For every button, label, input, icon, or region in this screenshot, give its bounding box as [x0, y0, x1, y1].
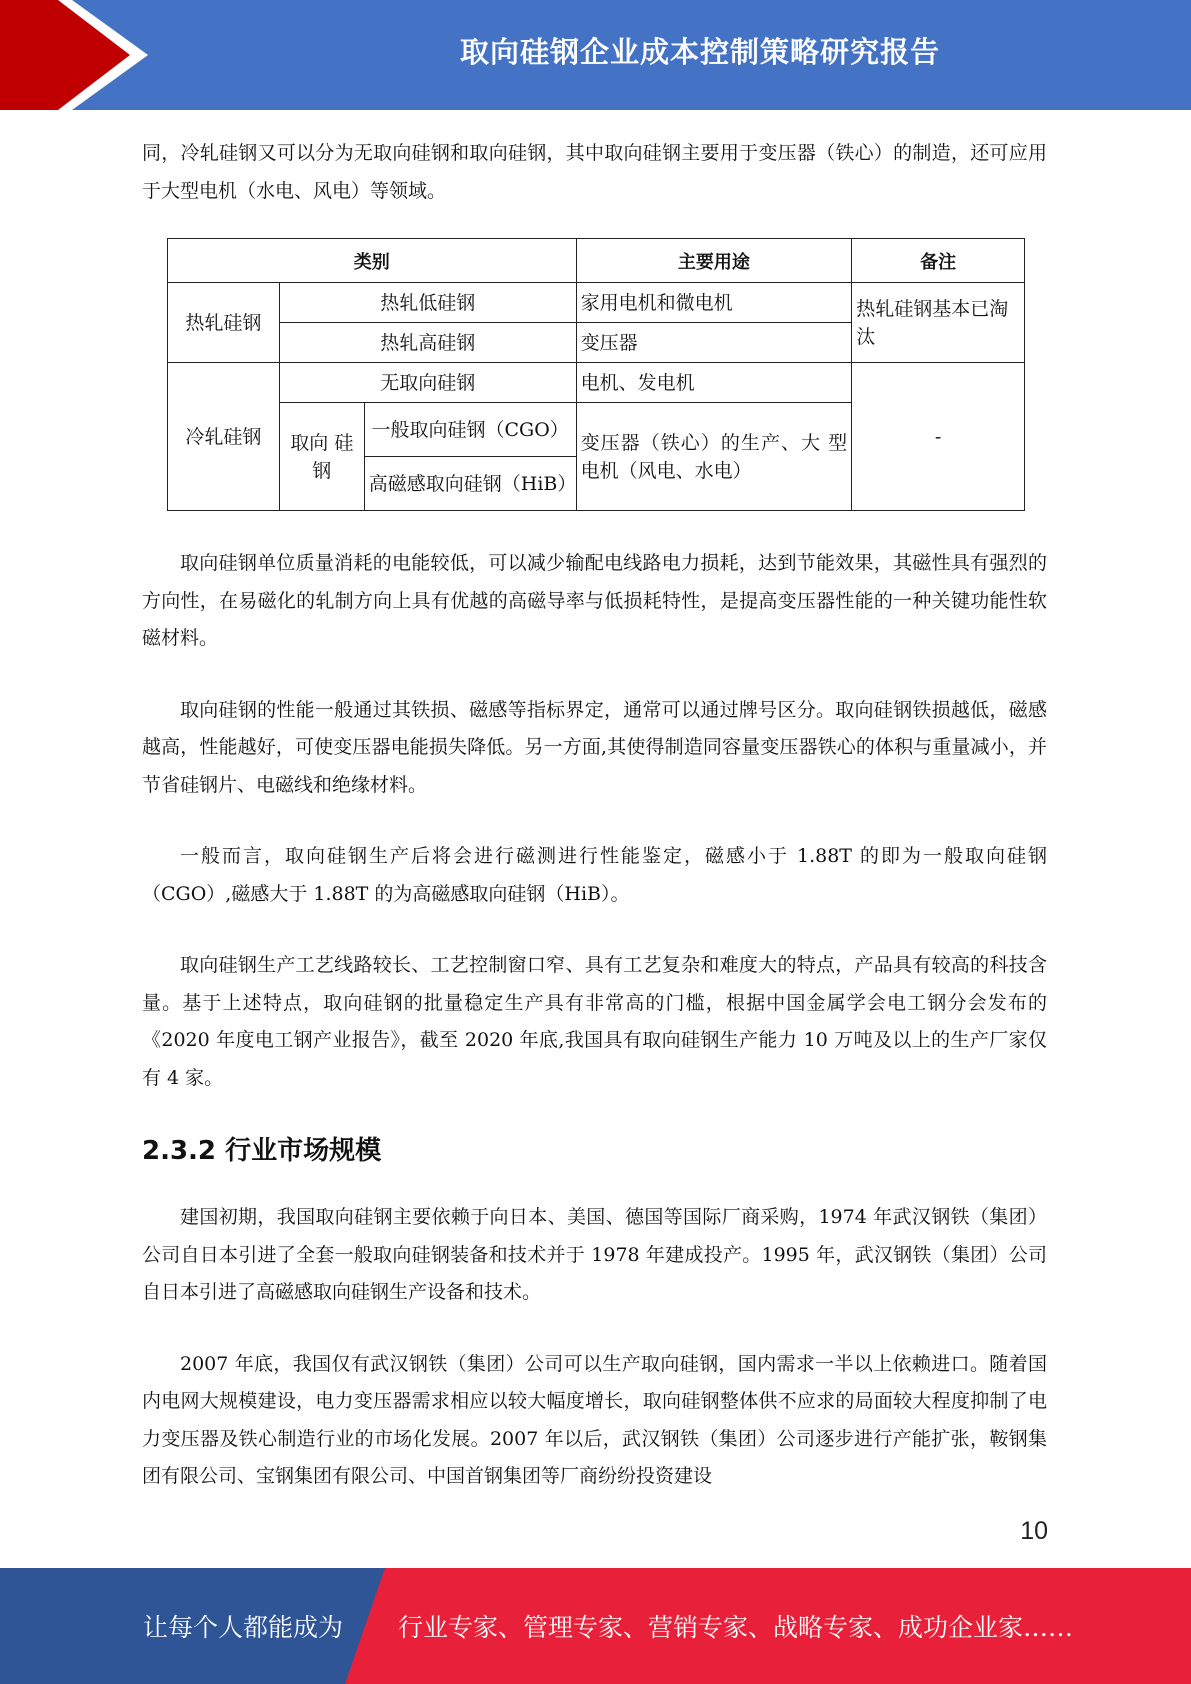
body-paragraph: 取向硅钢的性能一般通过其铁损、磁感等指标界定，通常可以通过牌号区分。取向硅钢铁损越低，磁感越高，性能越好，可使变压器电能损失降低。另一方面,其使得制造同容量变压器铁心的体积与重量减小，并节省硅钢片、电磁线和绝缘材料。 [142, 698, 1047, 796]
non-oriented-usage: 电机、发电机 [576, 363, 852, 403]
footer-slogan-right: 行业专家、管理专家、营销专家、战略专家、成功企业家…… [398, 1613, 1074, 1642]
page-number: 10 [1020, 1517, 1048, 1545]
body-paragraph: 2007 年底，我国仅有武汉钢铁（集团）公司可以生产取向硅钢，国内需求一半以上依赖进口。随着国内电网大规模建设，电力变压器需求相应以较大幅度增长，取向硅钢整体供不应求的局面较大程度抑制了电力变压器及铁心制造行业的市场化发展。2007 年以后，武汉钢铁（集团）公司逐步进行产能扩张，鞍钢集团有限公司、宝钢集团有限公司、中国首钢集团等厂商纷纷投资建设 [142, 1352, 1047, 1487]
cold-rolled-group: 冷轧硅钢 [168, 363, 280, 511]
intro-paragraph: 同，冷轧硅钢又可以分为无取向硅钢和取向硅钢，其中取向硅钢主要用于变压器（铁心）的制造，还可应用于大型电机（水电、风电）等领域。 [142, 142, 1047, 202]
body-paragraph: 一般而言，取向硅钢生产后将会进行磁测进行性能鉴定，磁感小于 1.88T 的即为一般取向硅钢（CGO）,磁感大于 1.88T 的为高磁感取向硅钢（HiB）。 [142, 845, 1047, 905]
header-category: 类别 [168, 239, 577, 283]
body-paragraph: 取向硅钢单位质量消耗的电能较低，可以减少输配电线路电力损耗，达到节能效果，其磁性具有强烈的方向性，在易磁化的轧制方向上具有优越的高磁导率与低损耗特性，是提高变压器性能的一种关键功能性软磁材料。 [142, 552, 1047, 649]
footer-slogan-left: 让每个人都能成为 [143, 1613, 344, 1642]
table-header-row [168, 239, 1025, 283]
page-header [0, 0, 1191, 110]
hot-low-silicon: 热轧低硅钢 [279, 283, 576, 323]
non-oriented-steel: 无取向硅钢 [279, 363, 576, 403]
header-title: 取向硅钢企业成本控制策略研究报告 [459, 34, 940, 69]
oriented-steel-group: 取向 硅钢 [279, 403, 364, 511]
document-body [142, 135, 1047, 1496]
section-heading: 2.3.2 行业市场规模 [142, 1136, 382, 1166]
oriented-usage: 变压器（铁心）的生产、大 型电机（风电、水电） [576, 403, 852, 511]
table-row [168, 283, 1025, 323]
hot-rolled-group: 热轧硅钢 [168, 283, 280, 363]
page-footer [0, 1568, 1191, 1684]
cgo-steel: 一般取向硅钢（CGO） [364, 403, 576, 457]
hot-high-silicon-usage: 变压器 [576, 323, 852, 363]
cold-rolled-note: - [852, 363, 1025, 511]
header-notes: 备注 [852, 239, 1025, 283]
hib-steel: 高磁感取向硅钢（HiB） [364, 457, 576, 511]
hot-rolled-note: 热轧硅钢基本已淘汰 [852, 283, 1025, 363]
table-row [168, 363, 1025, 403]
body-paragraph: 取向硅钢生产工艺线路较长、工艺控制窗口窄、具有工艺复杂和难度大的特点，产品具有较高的科技含量。基于上述特点，取向硅钢的批量稳定生产具有非常高的门槛，根据中国金属学会电工钢分会发布的《2020 年度电工钢产业报告》，截至 2020 年底,我国具有取向硅钢生产能力 10 万吨及以上的生产厂家仅有 4 家。 [142, 954, 1047, 1089]
hot-low-silicon-usage: 家用电机和微电机 [576, 283, 852, 323]
body-paragraph: 建国初期，我国取向硅钢主要依赖于向日本、美国、德国等国际厂商采购，1974 年武汉钢铁（集团）公司自日本引进了全套一般取向硅钢装备和技术并于 1978 年建成投产。1995 年，武汉钢铁（集团）公司自日本引进了高磁感取向硅钢生产设备和技术。 [142, 1206, 1047, 1303]
hot-high-silicon: 热轧高硅钢 [279, 323, 576, 363]
header-usage: 主要用途 [576, 239, 852, 283]
silicon-steel-classification-table [167, 238, 1025, 511]
